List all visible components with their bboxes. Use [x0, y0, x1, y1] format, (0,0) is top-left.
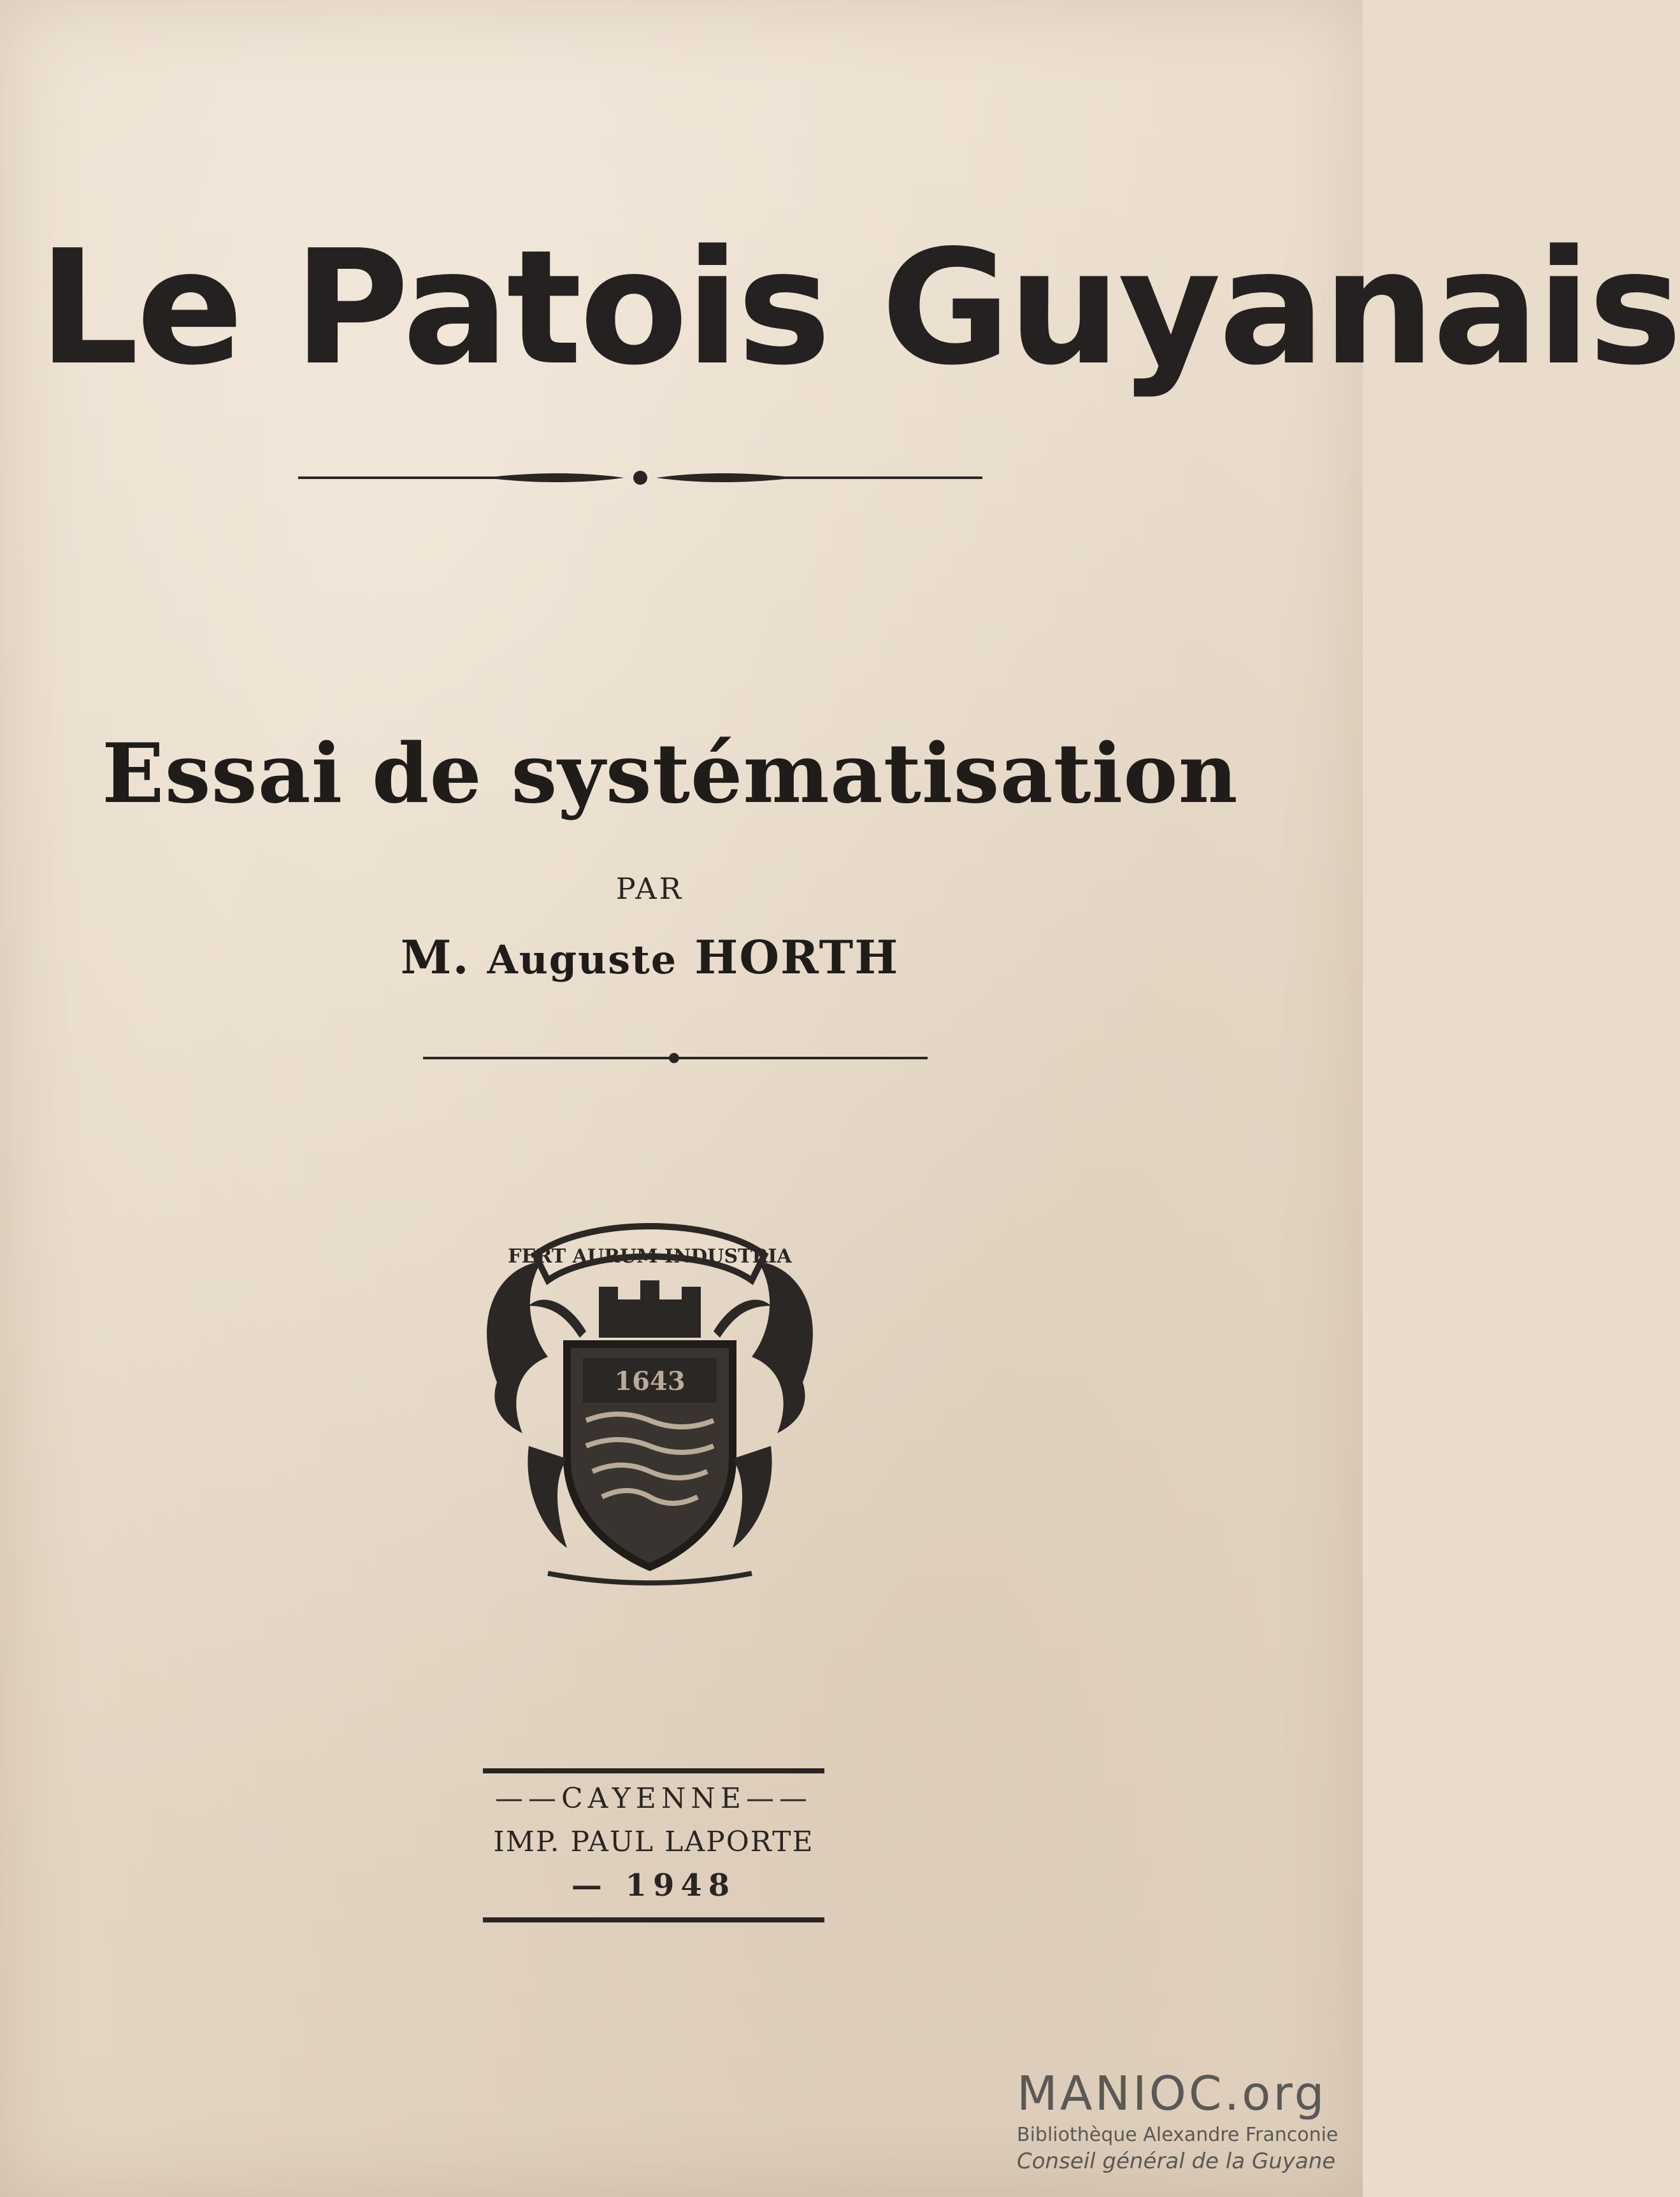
author-last-name: HORTH: [694, 930, 900, 984]
ornamental-rule-top: [293, 465, 987, 490]
manioc-logo: [1017, 2066, 1348, 2174]
page-title: Le Patois Guyanais: [38, 217, 1680, 400]
coat-of-arms-icon: [471, 1191, 828, 1599]
author-first-name: Auguste: [487, 936, 678, 983]
imprint-printer: IMP. PAUL LAPORTE: [493, 1826, 814, 1858]
emblem-year: 1643: [614, 1366, 686, 1396]
emblem-motto: FERT AURUM INDUSTRIA: [508, 1245, 792, 1268]
imprint-year: — 1948: [571, 1868, 736, 1903]
imprint-box: [483, 1768, 824, 1922]
imprint-city: ——CAYENNE——: [495, 1782, 812, 1815]
author-prefix: M.: [400, 930, 470, 984]
subtitle: Essai de systématisation: [102, 726, 1238, 822]
logo-library: Bibliothèque Alexandre Franconie: [1017, 2124, 1339, 2146]
byline: PAR: [615, 871, 684, 906]
logo-brand: MANIOC.org: [1017, 2066, 1327, 2121]
logo-council: Conseil général de la Guyane: [1017, 2149, 1336, 2174]
author-name: [0, 930, 1300, 984]
ornamental-rule-middle: [420, 1048, 930, 1068]
